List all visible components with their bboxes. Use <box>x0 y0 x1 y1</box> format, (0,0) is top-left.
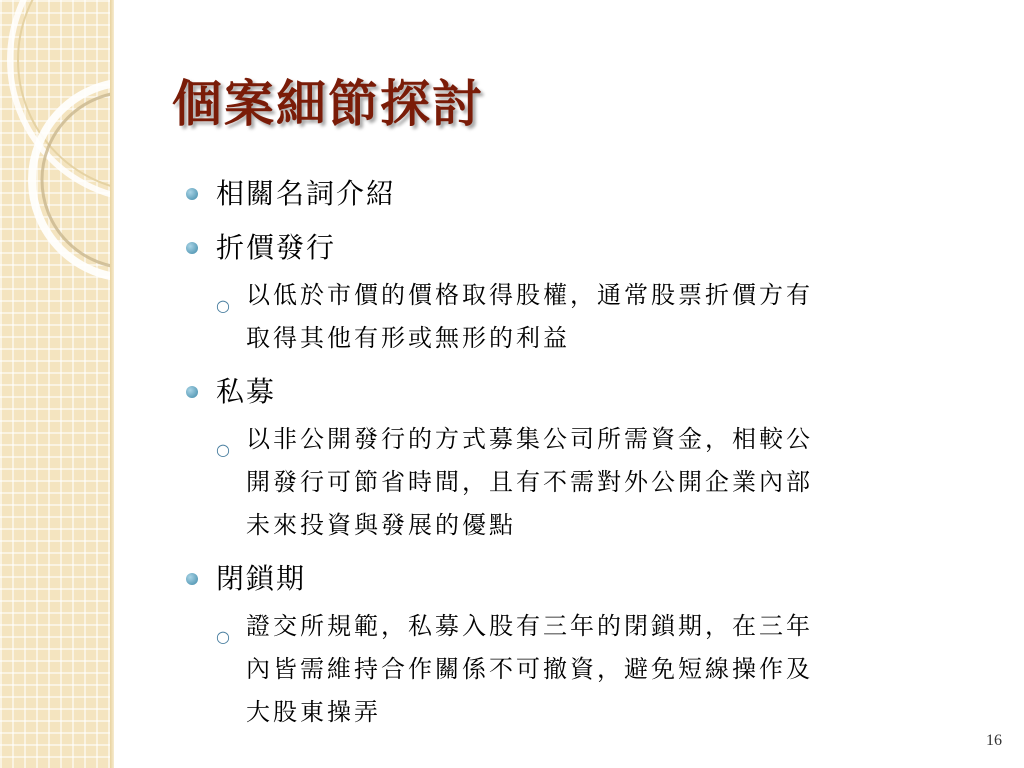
sub-bullet-lockup-period <box>182 605 982 734</box>
slide-title: 個案細節探討 <box>172 74 484 133</box>
bullet-dot-icon <box>186 386 198 398</box>
sub-bullet-line: 取得其他有形或無形的利益 <box>246 324 570 352</box>
sub-bullet-line: 以非公開發行的方式募集公司所需資金，相較公 <box>246 425 813 453</box>
sub-bullet-line: 以低於市價的價格取得股權，通常股票折價方有 <box>246 281 813 309</box>
sub-bullet-discount-issue <box>182 274 982 360</box>
sub-bullet-line: 大股東操弄 <box>246 698 381 726</box>
bullet-label: 閉鎖期 <box>216 562 307 595</box>
bullet-label: 相關名詞介紹 <box>216 177 397 210</box>
bullet-lockup-period <box>182 557 982 601</box>
bullet-discount-issue <box>182 226 982 270</box>
bullet-label: 私募 <box>216 375 277 408</box>
bullet-private-placement <box>182 370 982 414</box>
sub-bullet-line: 證交所規範，私募入股有三年的閉鎖期，在三年 <box>246 612 813 640</box>
bullet-dot-icon <box>186 573 198 585</box>
bullet-label: 折價發行 <box>216 231 337 264</box>
hollow-circle-bullet-icon: ○ <box>216 627 233 646</box>
sub-bullet-line: 內皆需維持合作關係不可撤資，避免短線操作及 <box>246 655 813 683</box>
slide-content <box>182 172 982 738</box>
side-panel-edge <box>110 0 114 768</box>
bullet-dot-icon <box>186 242 198 254</box>
bullet-terms <box>182 172 982 216</box>
page-number: 16 <box>986 732 1002 749</box>
bullet-dot-icon <box>186 188 198 200</box>
sub-bullet-private-placement <box>182 418 982 547</box>
sub-bullet-line: 開發行可節省時間，且有不需對外公開企業內部 <box>246 468 813 496</box>
decorative-circles <box>0 0 114 768</box>
sub-bullet-line: 未來投資與發展的優點 <box>246 511 516 539</box>
hollow-circle-bullet-icon: ○ <box>216 440 233 459</box>
hollow-circle-bullet-icon: ○ <box>216 296 233 315</box>
decorative-side-panel <box>0 0 114 768</box>
